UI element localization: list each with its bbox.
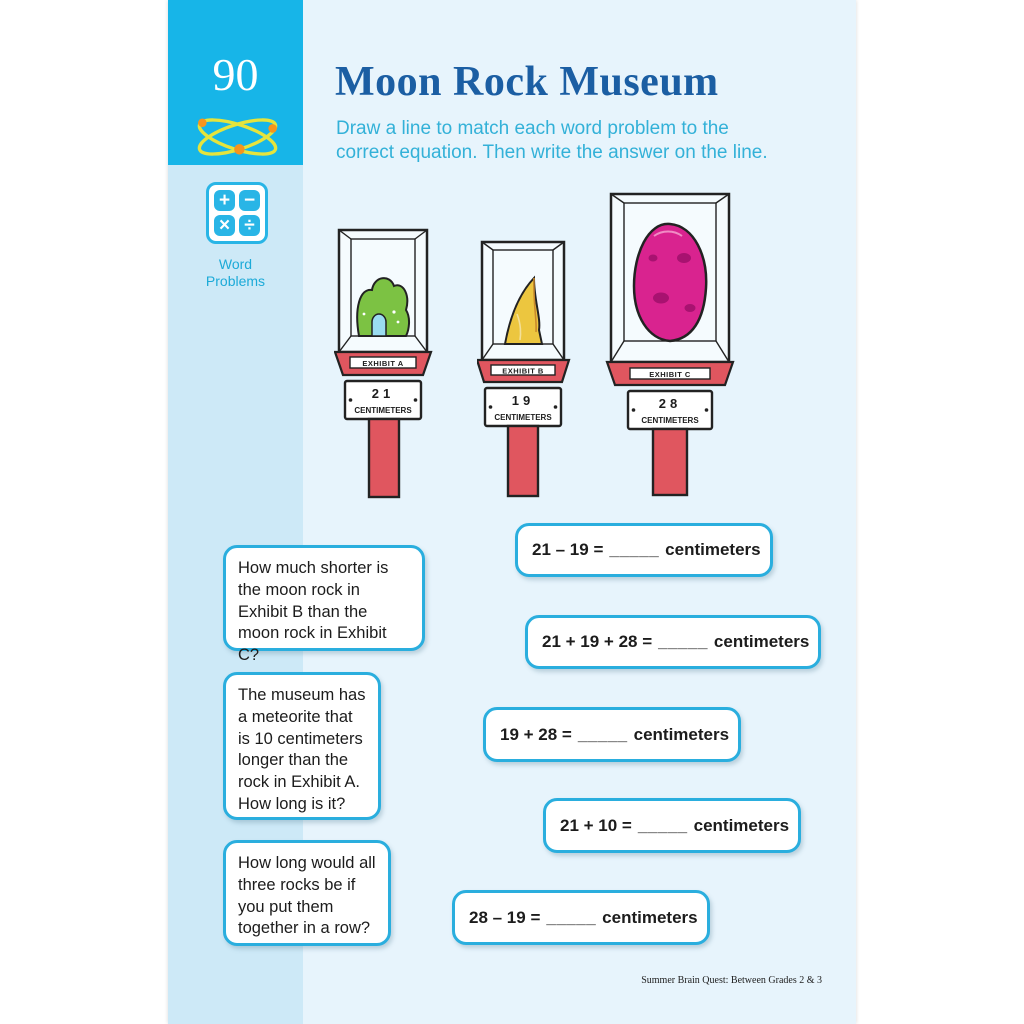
exhibit-a-post bbox=[369, 419, 399, 497]
answer-blank[interactable]: _____ bbox=[546, 907, 597, 927]
word-problem-3[interactable] bbox=[223, 840, 391, 946]
page-number: 90 bbox=[212, 49, 259, 100]
divide-icon: ÷ bbox=[239, 215, 260, 236]
exhibit-c-size: 28 bbox=[658, 396, 682, 411]
word-problem-text: How long would all three rocks be if you put them together in a row? bbox=[238, 854, 376, 938]
equation-3[interactable] bbox=[483, 707, 741, 762]
exhibit-c-pedestal bbox=[607, 362, 733, 385]
answer-blank[interactable]: _____ bbox=[658, 632, 708, 651]
exhibit-b-unit: CENTIMETERS bbox=[494, 413, 552, 422]
word-problem-2[interactable] bbox=[223, 672, 381, 820]
instructions-line1: Draw a line to match each word problem to the bbox=[336, 118, 729, 139]
equation-expression: 28 – 19 = bbox=[469, 907, 541, 927]
plus-icon: + bbox=[214, 190, 235, 211]
word-problem-1[interactable] bbox=[223, 545, 425, 665]
exhibit-c-rock bbox=[634, 224, 706, 341]
equation-unit: centimeters bbox=[633, 724, 730, 744]
equation-2[interactable] bbox=[525, 615, 821, 669]
equation-1[interactable] bbox=[515, 523, 773, 577]
equation-expression: 21 + 10 = bbox=[560, 815, 632, 835]
exhibit-c-label: EXHIBIT C bbox=[649, 370, 691, 379]
word-problems-icon bbox=[206, 182, 268, 244]
atom-icon bbox=[190, 103, 285, 171]
equation-unit: centimeters bbox=[713, 632, 810, 651]
equation-unit: centimeters bbox=[665, 540, 761, 559]
exhibit-a-size: 21 bbox=[371, 386, 395, 401]
exhibit-b-size: 19 bbox=[511, 393, 535, 408]
exhibit-b-sign bbox=[485, 388, 561, 426]
exhibit-c-unit: CENTIMETERS bbox=[641, 416, 699, 425]
exhibit-a-display bbox=[334, 222, 438, 500]
equation-expression: 21 + 19 + 28 = bbox=[542, 632, 653, 651]
exhibit-c-display bbox=[604, 188, 736, 500]
equation-expression: 21 – 19 = bbox=[532, 540, 604, 559]
equation-unit: centimeters bbox=[693, 815, 790, 835]
equation-5[interactable] bbox=[452, 890, 710, 945]
exhibit-b-display bbox=[477, 236, 577, 498]
page-background bbox=[168, 0, 856, 1024]
answer-blank[interactable]: _____ bbox=[577, 724, 628, 744]
footer-text: Summer Brain Quest: Between Grades 2 & 3 bbox=[641, 975, 822, 986]
exhibit-a-label: EXHIBIT A bbox=[362, 359, 404, 368]
sidebar-category-label bbox=[168, 256, 303, 290]
instructions-line2: correct equation. Then write the answer on the line. bbox=[336, 142, 768, 164]
multiply-icon: × bbox=[214, 215, 235, 236]
answer-blank[interactable]: _____ bbox=[637, 815, 688, 835]
minus-icon: − bbox=[239, 190, 260, 211]
page-title: Moon Rock Museum bbox=[335, 59, 719, 105]
exhibit-b-label: EXHIBIT B bbox=[502, 366, 544, 376]
word-problem-text: The museum has a meteorite that is 10 centimeters longer than the rock in Exhibit A. How long is it? bbox=[238, 686, 366, 813]
exhibit-c-post bbox=[653, 429, 687, 495]
word-problem-text: How much shorter is the moon rock in Exhibit B than the moon rock in Exhibit C? bbox=[238, 559, 389, 665]
exhibit-a-pedestal bbox=[335, 352, 431, 375]
exhibit-b-post bbox=[508, 426, 538, 496]
exhibit-c-sign bbox=[628, 391, 712, 429]
answer-blank[interactable]: _____ bbox=[609, 540, 660, 559]
equation-4[interactable] bbox=[543, 798, 801, 853]
category-line1: Word bbox=[218, 256, 253, 272]
instructions-text bbox=[336, 117, 836, 166]
equation-expression: 19 + 28 = bbox=[500, 724, 572, 744]
exhibit-a-unit: CENTIMETERS bbox=[354, 406, 412, 415]
exhibit-b-pedestal bbox=[477, 360, 569, 382]
category-line2: Problems bbox=[205, 272, 266, 289]
exhibit-a-sign bbox=[345, 381, 421, 419]
equation-unit: centimeters bbox=[602, 907, 698, 927]
